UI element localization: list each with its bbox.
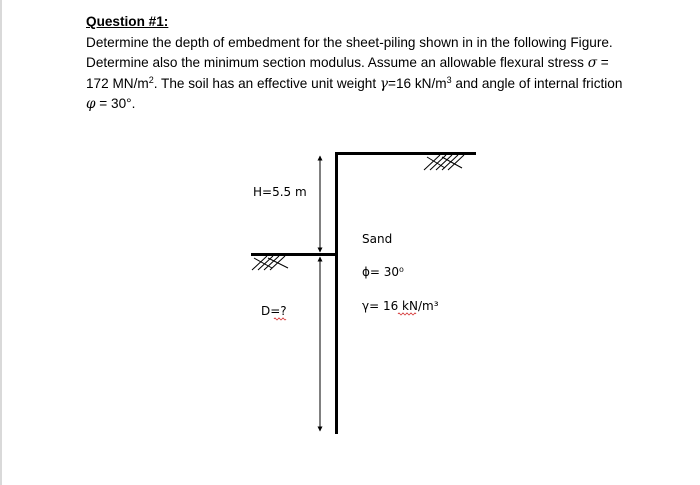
sigma-symbol: σ: [587, 55, 597, 71]
friction-angle-value: = 30°.: [95, 96, 136, 111]
depth-label: D=?: [261, 304, 287, 318]
question-line-1: Determine the depth of embedment for the sheet-piling shown in in the following Figure.: [86, 34, 613, 50]
dredge-ground-hatch: [252, 256, 288, 270]
soil-name-label: Sand: [362, 232, 393, 246]
spellcheck-underline-depth: [274, 318, 286, 320]
spellcheck-underline-unit: [398, 313, 416, 315]
gamma-symbol: γ: [379, 75, 389, 92]
question-line-2-text: Determine also the minimum section modulus. Assume an allowable flexural stress: [86, 55, 588, 70]
question-line-3-text: . The soil has an effective unit weight: [153, 75, 380, 91]
unit-weight-label: γ= 16 kN/m³: [362, 299, 439, 313]
squared-superscript: 2: [148, 74, 154, 85]
question-line-2-end: =: [596, 55, 609, 70]
height-label: H=5.5 m: [253, 185, 307, 199]
unit-weight-value: =16 kN/m: [388, 75, 447, 91]
phi-symbol: φ: [86, 96, 96, 112]
question-line-3-end: and angle of internal friction: [451, 75, 623, 91]
cubed-superscript: 3: [446, 74, 452, 85]
question-title: Question #1:: [86, 14, 169, 29]
backfill-ground-hatch: [424, 155, 464, 170]
stress-value: 172 MN/m: [86, 75, 149, 91]
friction-angle-label: ϕ= 30⁰: [362, 265, 404, 279]
